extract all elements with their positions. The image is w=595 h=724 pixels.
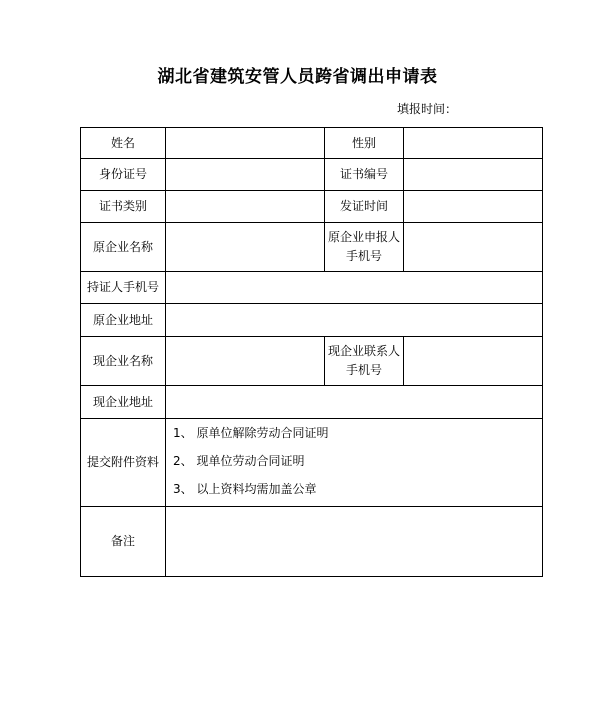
table-row [81,223,543,272]
original-company-applicant-phone-label: 原企业申报人手机号 [325,223,404,272]
original-company-address-field[interactable] [166,304,543,337]
original-company-address-label: 原企业地址 [81,304,166,337]
original-company-applicant-phone-field[interactable] [404,223,543,272]
table-row [81,507,543,577]
issue-time-field[interactable] [404,191,543,223]
current-company-address-label: 现企业地址 [81,386,166,419]
list-item: 1、 原单位解除劳动合同证明 [173,426,329,440]
cert-number-field[interactable] [404,159,543,191]
name-field[interactable] [166,128,325,159]
name-label: 姓名 [81,128,166,159]
current-company-name-label: 现企业名称 [81,337,166,386]
table-row [81,128,543,159]
holder-phone-label: 持证人手机号 [81,272,166,304]
table-row [81,272,543,304]
cert-type-label: 证书类别 [81,191,166,223]
issue-time-label: 发证时间 [325,191,404,223]
table-row [81,386,543,419]
current-company-address-field[interactable] [166,386,543,419]
gender-field[interactable] [404,128,543,159]
table-row [81,159,543,191]
list-item: 3、 以上资料均需加盖公章 [173,482,317,496]
table-row [81,191,543,223]
table-row [81,304,543,337]
gender-label: 性别 [325,128,404,159]
current-company-name-field[interactable] [166,337,325,386]
page-title: 湖北省建筑安管人员跨省调出申请表 [157,67,438,87]
holder-phone-field[interactable] [166,272,543,304]
table-row [81,419,543,507]
cert-number-label: 证书编号 [325,159,404,191]
remarks-label: 备注 [81,507,166,577]
application-form-table [80,127,543,577]
list-item: 2、 现单位劳动合同证明 [173,454,305,468]
remarks-field[interactable] [166,507,543,577]
current-company-contact-phone-field[interactable] [404,337,543,386]
fill-time-label: 填报时间： [397,102,458,116]
original-company-name-field[interactable] [166,223,325,272]
id-number-label: 身份证号 [81,159,166,191]
attachments-label: 提交附件资料 [81,419,166,507]
id-number-field[interactable] [166,159,325,191]
table-row [81,337,543,386]
current-company-contact-phone-label: 现企业联系人手机号 [325,337,404,386]
cert-type-field[interactable] [166,191,325,223]
attachments-list [166,419,543,507]
original-company-name-label: 原企业名称 [81,223,166,272]
